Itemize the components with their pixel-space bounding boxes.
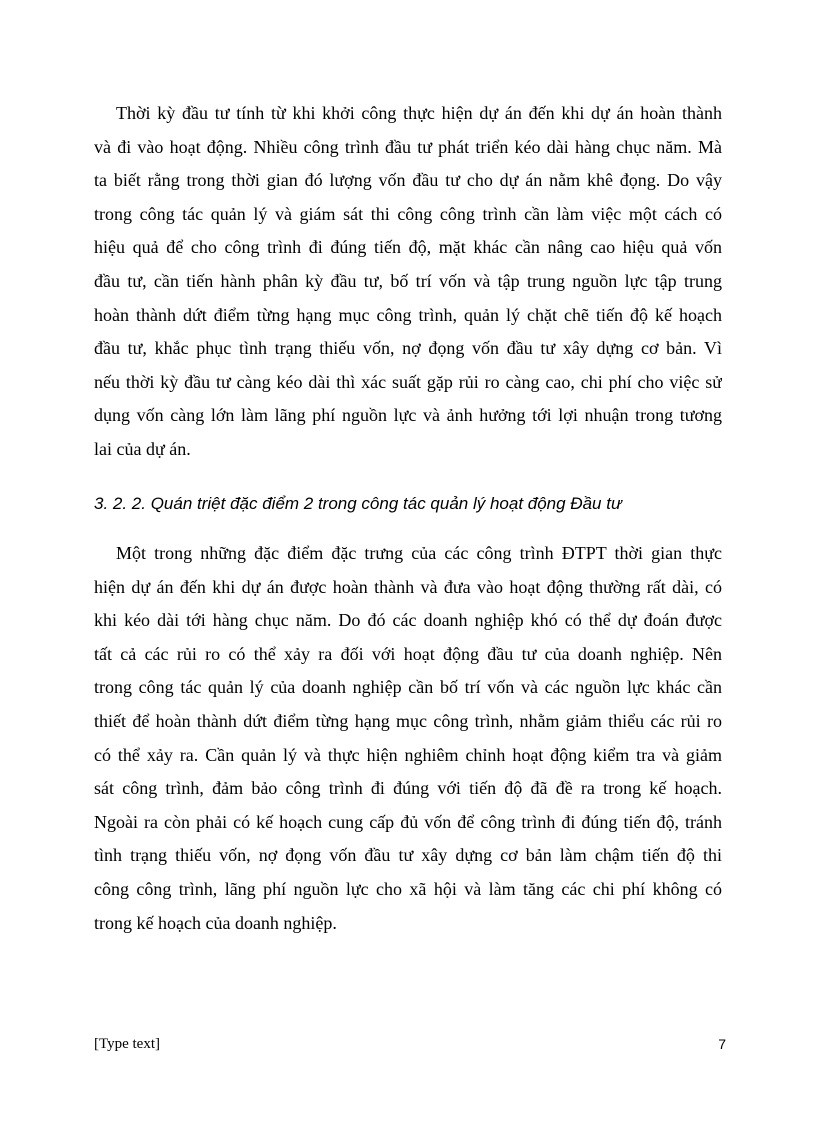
page-number: 7	[718, 1036, 726, 1052]
paragraph-line: đầu tư, khắc phục tình trạng thiếu vốn, nợ đọng vốn đầu tư xây dựng cơ bản. Vì	[94, 338, 722, 359]
paragraph-line: ta biết rằng trong thời gian đó lượng vốn đầu tư cho dự án nằm khê đọng. Do vậy	[94, 170, 722, 191]
paragraph-line: hoàn thành dứt điểm từng hạng mục công trình, quản lý chặt chẽ tiến độ kế hoạch	[94, 304, 722, 325]
paragraph-line: có thể xảy ra. Cần quản lý và thực hiện nghiêm chỉnh hoạt động kiểm tra và giảm	[94, 744, 722, 765]
paragraph-line: nếu thời kỳ đầu tư càng kéo dài thì xác suất gặp rủi ro càng cao, chi phí cho việc sử	[94, 371, 722, 392]
paragraph-line: thiết để hoàn thành dứt điểm từng hạng mục công trình, nhằm giảm thiểu các rủi ro	[94, 710, 722, 731]
paragraph-line: đầu tư, cần tiến hành phân kỳ đầu tư, bố trí vốn và tập trung nguồn lực tập trung	[94, 270, 722, 291]
paragraph-line: Thời kỳ đầu tư tính từ khi khởi công thực hiện dự án đến khi dự án hoàn thành	[116, 103, 722, 123]
paragraph-line: trong công tác quản lý và giám sát thi công công trình cần làm việc một cách có	[94, 203, 722, 224]
paragraph-line: tình trạng thiếu vốn, nợ đọng vốn đầu tư xây dựng cơ bản làm chậm tiến độ thi	[94, 845, 722, 866]
paragraph-line: trong công tác quản lý của doanh nghiệp cần bố trí vốn và các nguồn lực khác cần	[94, 677, 722, 698]
paragraph-1	[94, 97, 722, 467]
footer-placeholder-text: [Type text]	[94, 1036, 161, 1052]
paragraph-line: khi kéo dài tới hàng chục năm. Do đó các doanh nghiệp khó có thể dự đoán được	[94, 610, 722, 631]
paragraph-line: công công trình, lãng phí nguồn lực cho xã hội và làm tăng các chi phí không có	[94, 878, 722, 899]
paragraph-line: hiệu quả để cho công trình đi đúng tiến độ, mặt khác cần nâng cao hiệu quả vốn	[94, 237, 722, 258]
paragraph-line: lai của dự án.	[94, 438, 191, 459]
paragraph-line: hiện dự án đến khi dự án được hoàn thành và đưa vào hoạt động thường rất dài, có	[94, 576, 722, 597]
paragraph-line: sát công trình, đảm bảo công trình đi đúng với tiến độ đã đề ra trong kế hoạch.	[94, 778, 722, 799]
section-heading: 3. 2. 2. Quán triệt đặc điểm 2 trong công tác quản lý hoạt động Đầu tư	[94, 494, 622, 513]
paragraph-line: trong kế hoạch của doanh nghiệp.	[94, 912, 337, 933]
paragraph-2	[94, 537, 722, 940]
paragraph-line: và đi vào hoạt động. Nhiều công trình đầu tư phát triển kéo dài hàng chục năm. Mà	[94, 136, 722, 157]
paragraph-line: dụng vốn càng lớn làm lãng phí nguồn lực và ảnh hưởng tới lợi nhuận trong tương	[94, 405, 722, 426]
paragraph-line: tất cả các rủi ro có thể xảy ra đối với hoạt động đầu tư của doanh nghiệp. Nên	[94, 643, 722, 664]
paragraph-line: Ngoài ra còn phải có kế hoạch cung cấp đủ vốn để công trình đi đúng tiến độ, tránh	[94, 811, 722, 832]
paragraph-line: Một trong những đặc điểm đặc trưng của các công trình ĐTPT thời gian thực	[116, 543, 722, 563]
